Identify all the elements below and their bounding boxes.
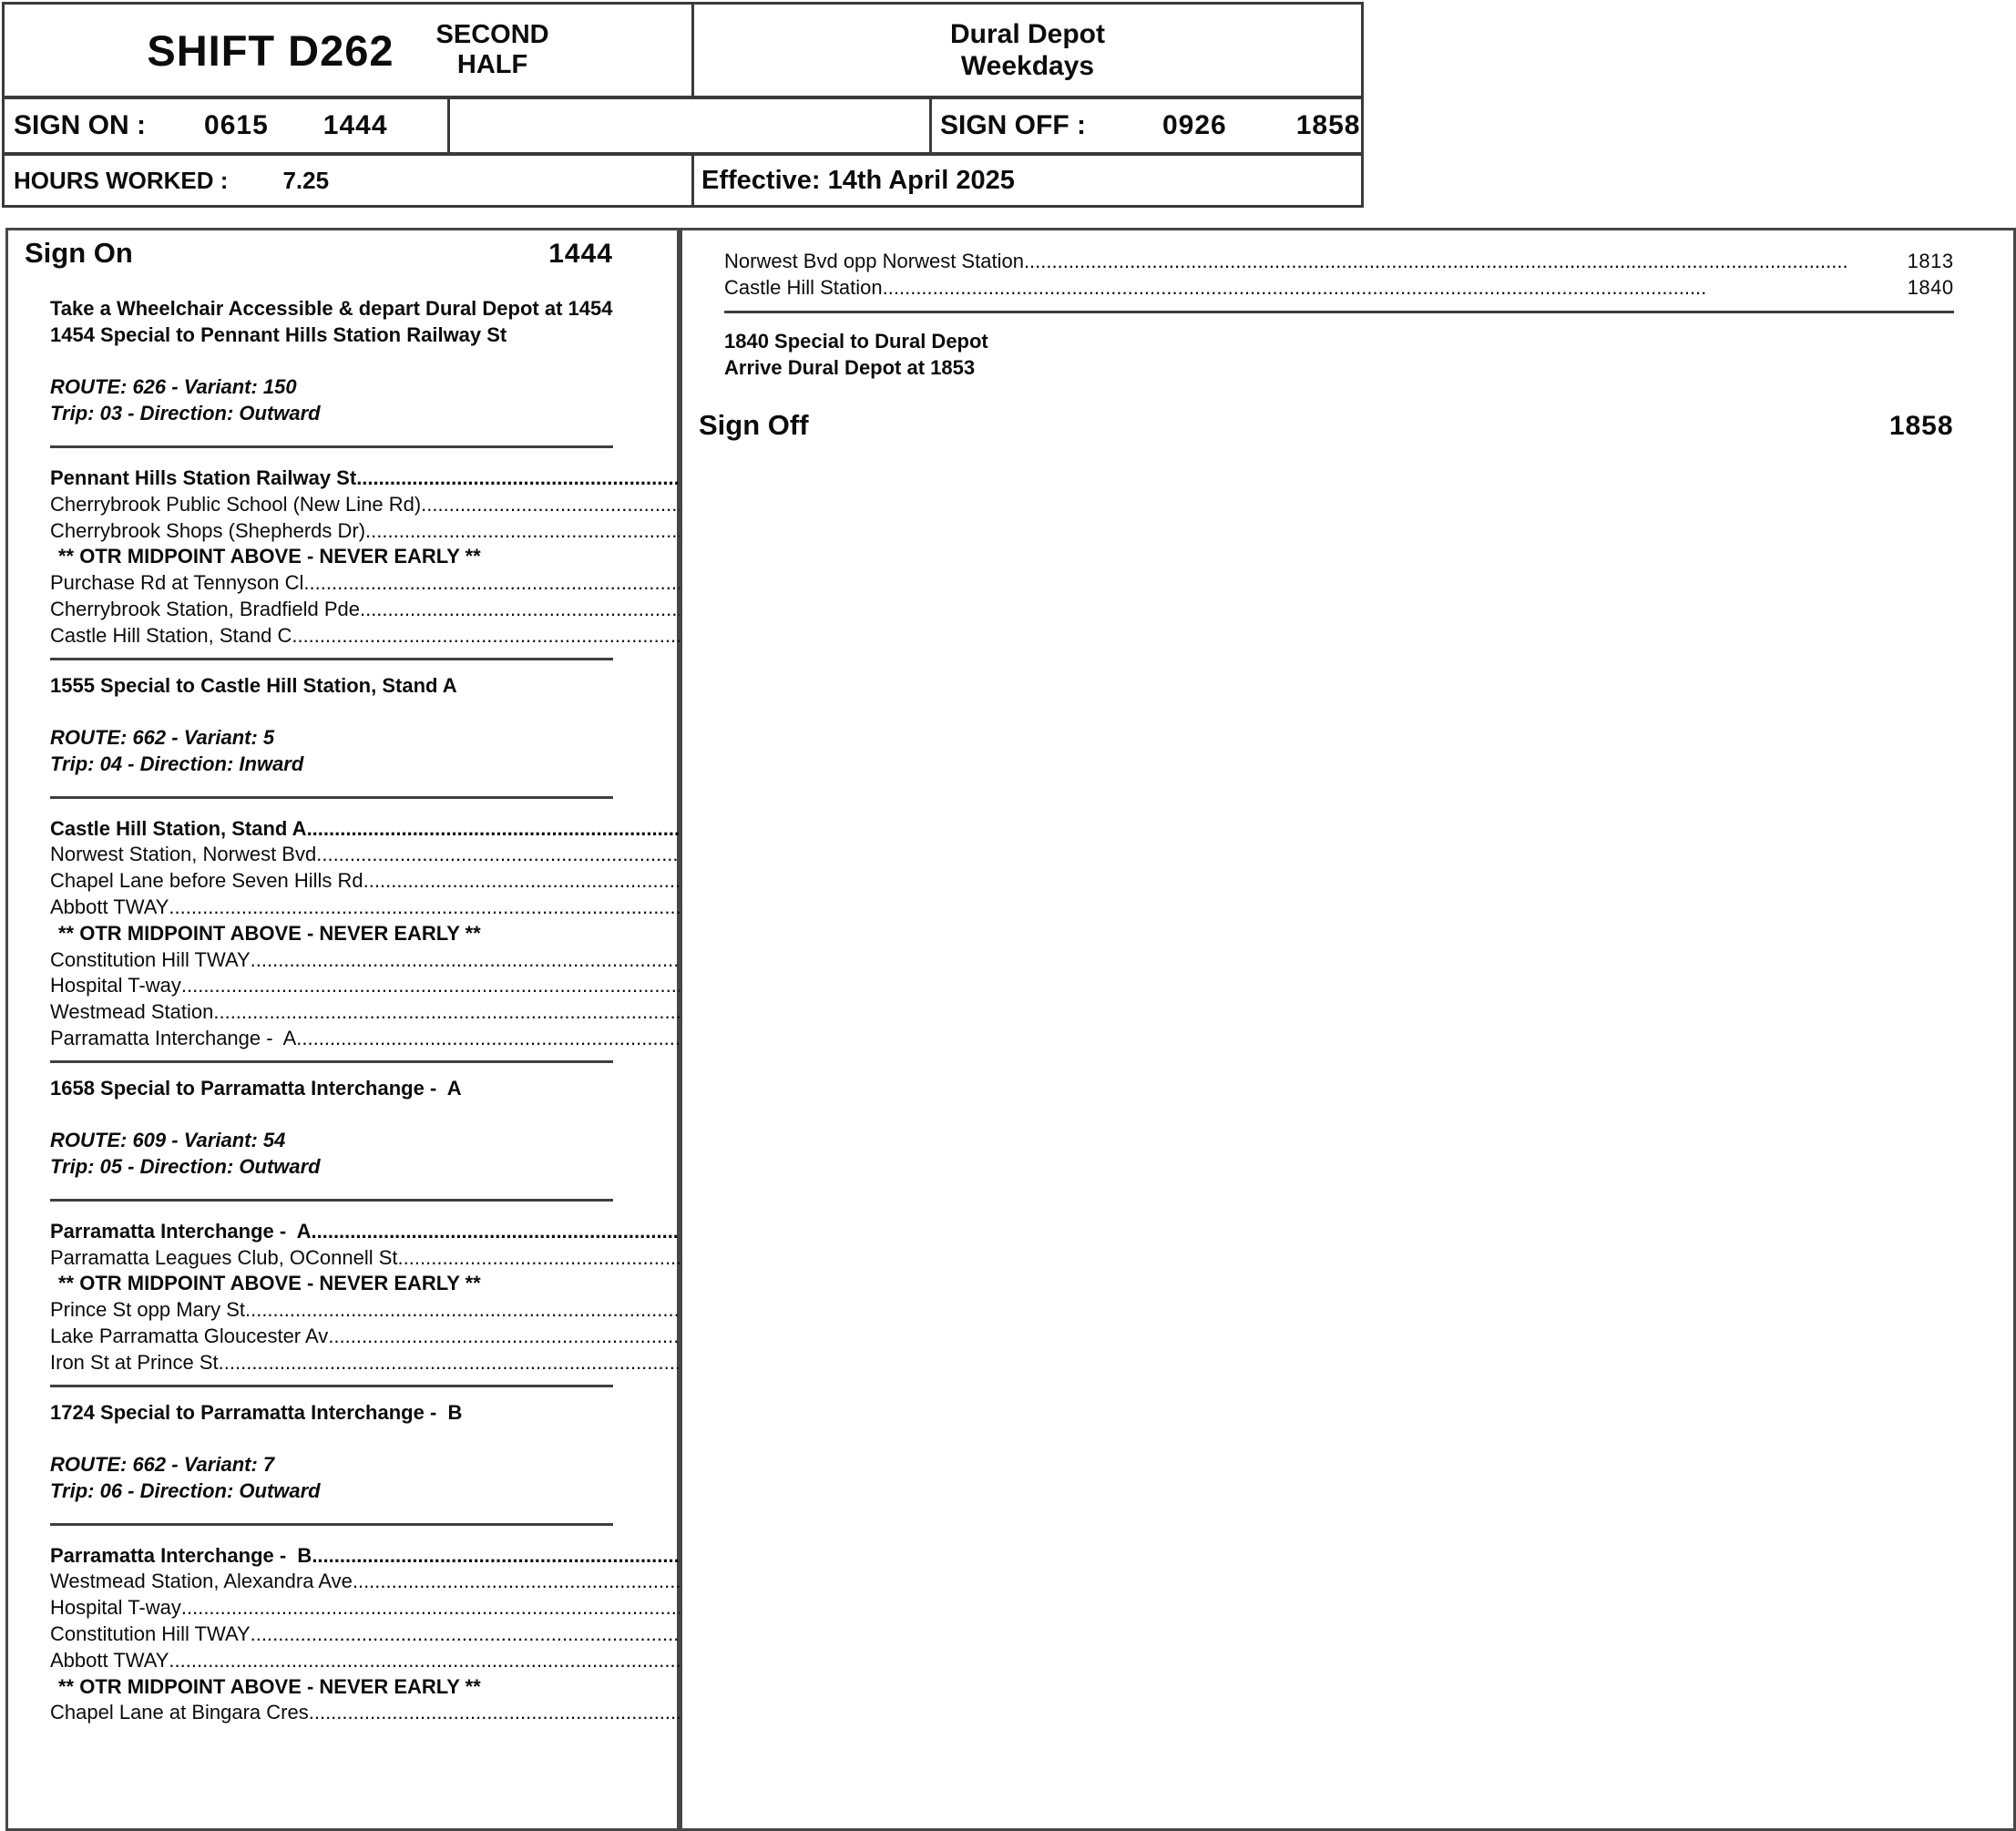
special-running-note: 1724 Special to Parramatta Interchange - B [50, 1400, 463, 1424]
section-rule [50, 658, 613, 660]
stop-row [50, 1297, 613, 1324]
depot-name: Dural Depot [949, 19, 1105, 49]
otr-midpoint-note: ** OTR MIDPOINT ABOVE - NEVER EARLY ** [58, 1272, 481, 1295]
stop-name: Constitution Hill TWAY [50, 947, 251, 971]
shift-half-label [436, 20, 549, 80]
route-variant-line: ROUTE: 662 - Variant: 5 [50, 725, 275, 749]
return-to-depot-block [724, 311, 1954, 381]
sign-off-time-second-half: 1858 [1295, 110, 1361, 140]
right-column-box [680, 228, 2016, 1831]
stop-name: Purchase Rd at Tennyson Cl [50, 571, 304, 595]
stop-row [50, 1543, 613, 1570]
sign-off-heading-row [699, 408, 1954, 444]
stop-name: Abbott TWAY [50, 895, 169, 918]
shift-detail-columns [5, 228, 1954, 1831]
continuation-stop-list [724, 249, 1954, 302]
stop-name: Prince St opp Mary St [50, 1298, 245, 1322]
first-special-instruction: 1454 Special to Pennant Hills Station Railway St [50, 323, 507, 346]
sign-on-heading-row [25, 236, 613, 271]
trip-direction-line: Trip: 04 - Direction: Inward [50, 752, 304, 775]
stop-name: Hospital T-way [50, 974, 181, 997]
stop-name: Parramatta Leagues Club, OConnell St [50, 1245, 398, 1269]
route-info-block [50, 373, 613, 426]
stop-time: 1813 [1907, 250, 1954, 272]
route-variant-line: ROUTE: 626 - Variant: 150 [50, 375, 297, 398]
stop-name: Iron St at Prince St [50, 1350, 219, 1374]
sign-on-label: SIGN ON : [14, 110, 147, 140]
stop-row [50, 1245, 613, 1272]
stop-row [50, 816, 613, 843]
dot-leader [1024, 249, 1848, 275]
stop-row [50, 623, 613, 650]
effective-date: Effective: 14th April 2025 [701, 165, 1015, 195]
stop-row [50, 570, 613, 597]
sign-on-cell [5, 99, 450, 152]
stop-row [50, 1219, 613, 1245]
section-rule [724, 311, 1954, 313]
stop-row [50, 492, 613, 518]
section-rule [50, 1385, 613, 1387]
stop-row [50, 868, 613, 895]
route-variant-line: ROUTE: 609 - Variant: 54 [50, 1128, 286, 1151]
shift-title-cell [5, 5, 694, 96]
stop-row [50, 1595, 613, 1621]
sign-off-label: SIGN OFF : [940, 110, 1086, 140]
otr-midpoint-note: ** OTR MIDPOINT ABOVE - NEVER EARLY ** [58, 921, 481, 945]
stop-name: Norwest Bvd opp Norwest Station [724, 250, 1024, 272]
depot-departure-instructions [50, 295, 613, 348]
stop-row [50, 999, 613, 1026]
special-running-note: 1555 Special to Castle Hill Station, Stand A [50, 673, 457, 697]
effective-date-cell [694, 156, 1361, 205]
route-info-block [50, 1127, 613, 1180]
trip-direction-line: Trip: 03 - Direction: Outward [50, 402, 321, 425]
sign-on-time-second-half: 1444 [322, 110, 388, 140]
shift-number: SHIFT D262 [147, 26, 394, 75]
stop-table [50, 1219, 613, 1376]
stop-table [50, 1543, 613, 1727]
depot-label [950, 18, 1105, 82]
depot-return-note: 1840 Special to Dural Depot [724, 329, 988, 353]
sign-on-heading: Sign On [25, 237, 133, 269]
stop-name: Cherrybrook Station, Bradfield Pde [50, 597, 360, 620]
stop-row [50, 1569, 613, 1595]
stop-name: Castle Hill Station [724, 275, 883, 299]
stop-row [50, 1700, 613, 1726]
stop-name: Abbott TWAY [50, 1648, 169, 1672]
stop-name: Lake Parramatta Gloucester Av [50, 1324, 329, 1347]
stop-row [724, 275, 1954, 302]
shift-header-table [2, 2, 1364, 208]
section-rule [50, 1523, 613, 1526]
sign-on-time-first-half: 0615 [204, 110, 269, 140]
left-column-box [5, 228, 680, 1831]
stop-row [50, 1324, 613, 1350]
stop-row [50, 1026, 613, 1052]
stop-row [50, 1621, 613, 1648]
header-row-hours [5, 156, 1361, 205]
stop-name: Westmead Station [50, 1000, 214, 1024]
stop-time: 1840 [1907, 275, 1954, 299]
stop-row [50, 947, 613, 974]
trip-direction-line: Trip: 06 - Direction: Outward [50, 1478, 321, 1502]
stop-name: Cherrybrook Public School (New Line Rd) [50, 492, 422, 516]
trip-direction-line: Trip: 05 - Direction: Outward [50, 1154, 321, 1178]
hours-worked-value: 7.25 [282, 166, 330, 194]
stop-table [50, 465, 613, 650]
stop-name: Parramatta Interchange - A [50, 1026, 297, 1049]
trip-sections [50, 373, 613, 1726]
otr-midpoint-note: ** OTR MIDPOINT ABOVE - NEVER EARLY ** [58, 545, 481, 568]
stop-name: Chapel Lane at Bingara Cres [50, 1701, 309, 1724]
route-variant-line: ROUTE: 662 - Variant: 7 [50, 1452, 275, 1476]
stop-row [50, 518, 613, 545]
stop-name: Constitution Hill TWAY [50, 1621, 251, 1645]
route-info-block [50, 1451, 613, 1504]
sign-off-heading-time: 1858 [1888, 410, 1954, 441]
sign-off-cell [932, 99, 1361, 152]
stop-name: Pennant Hills Station Railway St [50, 466, 357, 489]
stop-row [50, 1350, 613, 1376]
section-rule [50, 1060, 613, 1063]
header-row-sign-times [5, 99, 1361, 156]
sign-off-time-first-half: 0926 [1162, 110, 1227, 140]
stop-row [50, 973, 613, 999]
stop-name: Castle Hill Station, Stand A [50, 816, 307, 840]
stop-name: Norwest Station, Norwest Bvd [50, 843, 317, 866]
section-rule [50, 445, 613, 448]
stop-row [50, 597, 613, 623]
stop-row [50, 842, 613, 868]
sign-on-heading-time: 1444 [548, 239, 613, 269]
wheelchair-instruction: Take a Wheelchair Accessible & depart Dural Depot at 1454 [50, 297, 613, 320]
depot-cell [694, 5, 1361, 96]
special-running-note: 1658 Special to Parramatta Interchange - A [50, 1076, 462, 1100]
stop-row [50, 465, 613, 492]
dot-leader [883, 275, 1848, 302]
stop-row [724, 249, 1954, 275]
section-rule [50, 1199, 613, 1202]
header-row-title [5, 5, 1361, 99]
hours-worked-cell [5, 156, 694, 205]
sign-off-heading: Sign Off [699, 408, 809, 441]
stop-row [50, 1648, 613, 1674]
stop-table [50, 816, 613, 1052]
shift-half-line2: HALF [456, 50, 528, 79]
section-rule [50, 796, 613, 799]
stop-name: Cherrybrook Shops (Shepherds Dr) [50, 518, 366, 542]
otr-midpoint-note: ** OTR MIDPOINT ABOVE - NEVER EARLY ** [58, 1674, 481, 1698]
stop-name: Westmead Station, Alexandra Ave [50, 1570, 353, 1593]
hours-worked-label: HOURS WORKED : [14, 166, 229, 194]
stop-name: Hospital T-way [50, 1596, 181, 1620]
stop-name: Chapel Lane before Seven Hills Rd [50, 869, 363, 893]
stop-name: Parramatta Interchange - A [50, 1219, 312, 1243]
stop-name: Parramatta Interchange - B [50, 1543, 312, 1567]
depot-daytype: Weekdays [960, 51, 1095, 81]
stop-name: Castle Hill Station, Stand C [50, 623, 292, 647]
route-info-block [50, 724, 613, 777]
stop-row [50, 895, 613, 921]
depot-arrival-note: Arrive Dural Depot at 1853 [724, 355, 976, 379]
shift-half-line1: SECOND [435, 20, 549, 49]
empty-cell [450, 99, 932, 152]
